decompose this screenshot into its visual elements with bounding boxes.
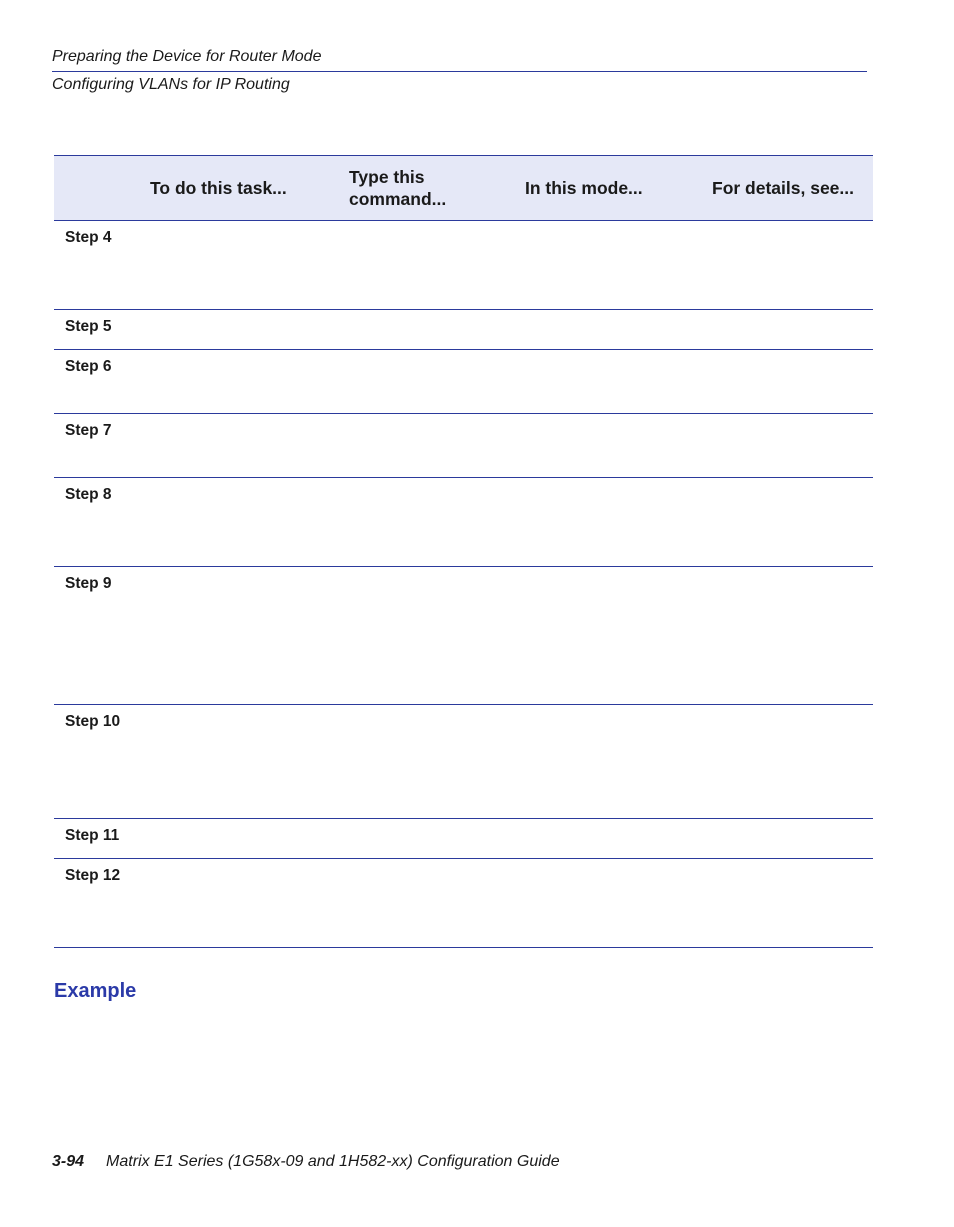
mode-cell (525, 350, 712, 414)
step-label: Step 12 (54, 859, 150, 948)
details-cell (712, 350, 873, 414)
command-cell (349, 859, 525, 948)
mode-cell (525, 705, 712, 819)
table-row (54, 705, 873, 819)
task-cell (150, 567, 349, 705)
table-header-row (54, 156, 873, 221)
command-cell (349, 310, 525, 350)
task-cell (150, 478, 349, 567)
task-cell (150, 310, 349, 350)
details-cell (712, 414, 873, 478)
page-number: 3-94 (52, 1153, 85, 1170)
command-cell (349, 350, 525, 414)
step-label: Step 4 (54, 221, 150, 310)
guide-title: Matrix E1 Series (1G58x-09 and 1H582-xx) Configuration Guide (106, 1153, 560, 1170)
command-cell (349, 221, 525, 310)
table-row (54, 310, 873, 350)
command-cell (349, 567, 525, 705)
procedure-table (54, 155, 873, 948)
command-column-header: Type this command... (349, 156, 525, 221)
command-cell (349, 478, 525, 567)
table-row (54, 819, 873, 859)
step-label: Step 9 (54, 567, 150, 705)
mode-cell (525, 478, 712, 567)
running-header (52, 47, 867, 95)
example-heading: Example (54, 980, 137, 1002)
page-footer (52, 1152, 560, 1172)
mode-cell (525, 310, 712, 350)
details-cell (712, 310, 873, 350)
task-cell (150, 859, 349, 948)
task-cell (150, 819, 349, 859)
command-cell (349, 414, 525, 478)
table-row (54, 221, 873, 310)
step-label: Step 5 (54, 310, 150, 350)
details-cell (712, 859, 873, 948)
step-label: Step 8 (54, 478, 150, 567)
details-column-header: For details, see... (712, 156, 873, 221)
mode-cell (525, 567, 712, 705)
details-cell (712, 221, 873, 310)
step-column-header (54, 156, 150, 221)
section-title: Configuring VLANs for IP Routing (52, 76, 290, 93)
table-row (54, 350, 873, 414)
details-cell (712, 567, 873, 705)
command-cell (349, 705, 525, 819)
task-cell (150, 221, 349, 310)
task-column-header: To do this task... (150, 156, 349, 221)
table-row (54, 478, 873, 567)
details-cell (712, 478, 873, 567)
step-label: Step 7 (54, 414, 150, 478)
table-row (54, 567, 873, 705)
mode-column-header: In this mode... (525, 156, 712, 221)
step-label: Step 11 (54, 819, 150, 859)
table-row (54, 414, 873, 478)
task-cell (150, 350, 349, 414)
task-cell (150, 414, 349, 478)
task-cell (150, 705, 349, 819)
details-cell (712, 819, 873, 859)
mode-cell (525, 414, 712, 478)
step-label: Step 6 (54, 350, 150, 414)
chapter-title: Preparing the Device for Router Mode (52, 47, 867, 72)
mode-cell (525, 819, 712, 859)
mode-cell (525, 859, 712, 948)
table-row (54, 859, 873, 948)
command-cell (349, 819, 525, 859)
step-label: Step 10 (54, 705, 150, 819)
details-cell (712, 705, 873, 819)
mode-cell (525, 221, 712, 310)
